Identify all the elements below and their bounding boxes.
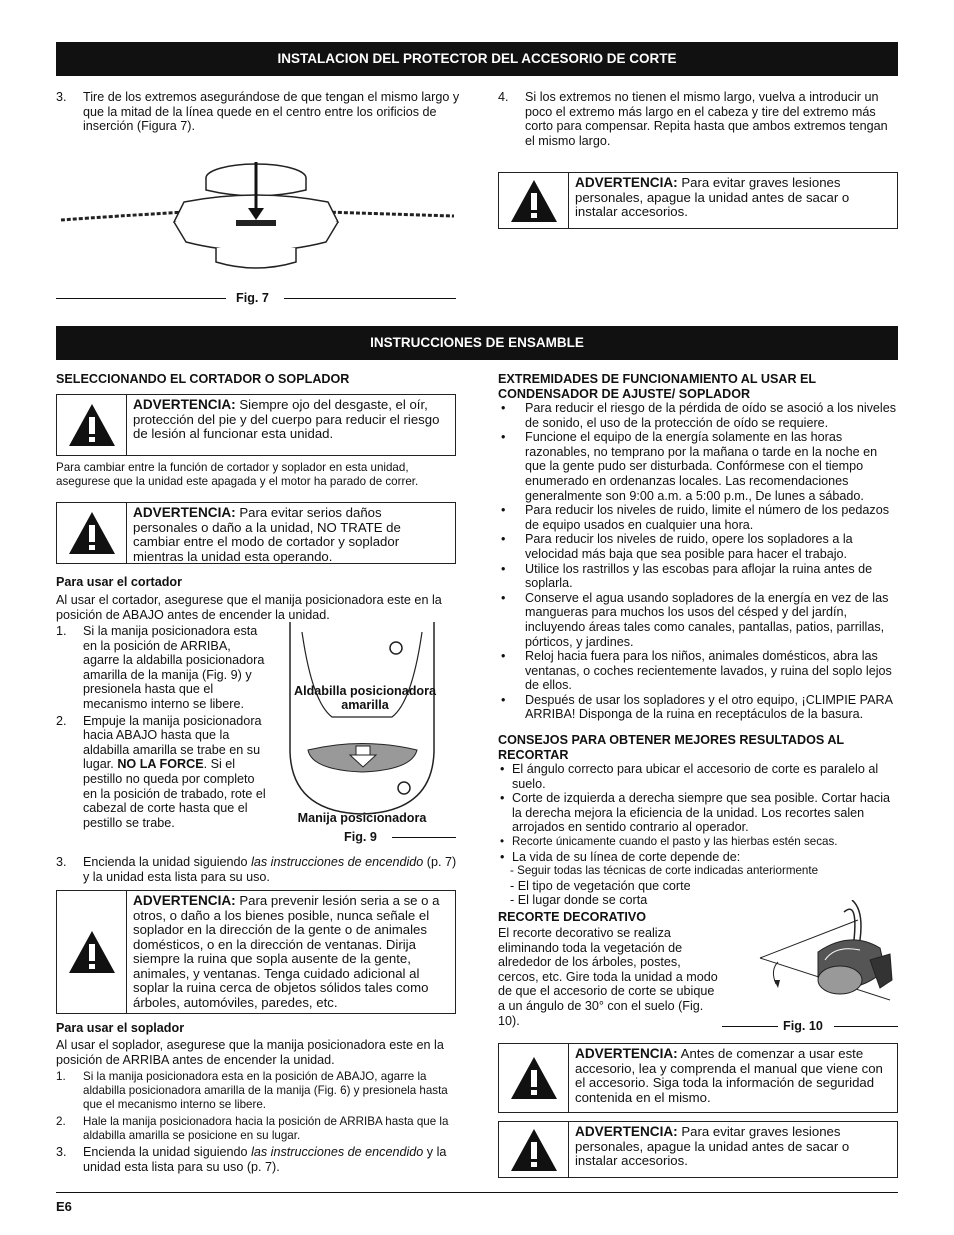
step-3 — [56, 90, 461, 134]
fig7-caption: Fig. 7 — [236, 291, 269, 305]
cutter-step-text-post: . Si el pestillo no queda por completo en la posición de trabado, rote el cabezal de corte hasta que el pestillo se trabe. — [83, 757, 266, 830]
decorative-text: El recorte decorativo se realiza eliminando toda la vegetación de alrededor de los árboles, postes, cercos, etc. Gire toda la unidad a modo de que el accesorio de corte se ubique a un ángulo de 30° con el suelo (Fig. 10). — [498, 926, 718, 1028]
blower-step-text: Hale la manija posicionadora hacia la posición de ARRIBA hasta que la aldabilla amarilla se posicione en su lugar. — [83, 1114, 449, 1142]
blower-intro: Al usar el soplador, asegurese que la manija posicionadora este en la posición de ARRIBA antes de encender la unidad. — [56, 1038, 444, 1067]
blower-step-number: 1. — [56, 1070, 66, 1083]
section-header-assembly: INSTRUCCIONES DE ENSAMBLE — [56, 326, 898, 360]
positioning-handle-illustration — [272, 622, 452, 822]
warning-box-2 — [56, 502, 456, 564]
tips-heading: CONSEJOS PARA OBTENER MEJORES RESULTADOS AL RECORTAR — [498, 733, 844, 762]
blower-step-text: Encienda la unidad siguiendo — [83, 1145, 248, 1160]
change-mode-paragraph: Para cambiar entre la función de cortador y soplador en esta unidad, asegurese que la unidad este apagada y el motor ha parado de correr. — [56, 461, 419, 488]
limits-item: Funcione el equipo de la energía solamente en las horas razonables, no temprano por la mañana o tarde en la noche en que la gente pudo ser disturbada. Confórmese con el tiempo enumerado en ordenanzas locales. Las recomendaciones generalmente son 9:00 a.m. a 5:00 p.m., De lunes a sábado. — [525, 430, 878, 503]
blower-heading: Para usar el soplador — [56, 1021, 185, 1035]
warning-triangle-icon — [499, 1122, 569, 1177]
blower-steps — [56, 1070, 461, 1174]
warning-triangle-icon — [499, 173, 569, 228]
warning-box-5 — [498, 1121, 898, 1178]
blower-step-text-post: y la unidad esta lista para su uso (p. 7). — [83, 1145, 447, 1174]
cutter-intro: Al usar el cortador, asegurese que el manija posicionadora este en la posición de ABAJO antes de encender la unidad. — [56, 593, 442, 622]
limits-item: Para reducir los niveles de ruido, opere los sopladores a la velocidad más baja que sea posible para hacer el trabajo. — [525, 532, 853, 561]
limits-list: • Para reducir el riesgo de la pérdida de oído se asoció a los niveles de sonido, el uso de la protección de oído se requiere. • Funcione el equipo de la energía solamente en las horas razonables, no temprano por la mañana o tarde en la noche en que la gente pudo ser disturbada. Confórmese con el tiempo enumerado en ordenanzas locales. Las recomendaciones generalmente son 9:00 a.m. a 5:00 p.m., De lunes a sábado. • Para reducir los niveles de ruido, limite el número de los pedazos de equipo usados en cualquier una hora. • Para reducir los niveles de ruido, opere los sopladores a la velocidad más baja que sea posible para hacer el trabajo. • Utilice los rastrillos y las escobas para aflojar la ruina antes de soplarla. • Conserve el agua usando sopladores de la energía en vez de las mangueras para muchos los usos del césped y del jardín, incluyendo áreas tales como canales, pantallas, patios, parrillas, pórticos, y jardines. • Reloj hacia fuera para los niños, animales domésticos, abra las ventanas, o coches recientemente lavados, y ruina del soplo lejos de ellos. • Después de usar los sopladores y el otro equipo, ¡CLIMPIE PARA ARRIBA! Disponga de la ruina en receptáculos de la basura. — [501, 401, 897, 722]
warning-box-4 — [498, 1043, 898, 1113]
trimmer-head-illustration — [56, 150, 456, 280]
step-4-number: 4. — [498, 90, 509, 104]
fig9-caption: Fig. 9 — [344, 830, 377, 844]
tips-item: La vida de su línea de corte depende de: — [512, 849, 741, 864]
tips-subitem: - El tipo de vegetación que corte — [510, 878, 691, 893]
cutter-heading: Para usar el cortador — [56, 575, 182, 589]
fig9-latch-label: Aldabilla posicionadora amarilla — [293, 684, 437, 712]
warning-label: ADVERTENCIA: — [575, 1124, 678, 1139]
warning-triangle-icon — [57, 503, 127, 563]
cutter-step-text: Empuje la manija posicionadora hacia ABAJO hasta que la aldabilla amarilla se trabe en su lugar. — [83, 713, 262, 772]
tips-subitem: - El lugar donde se corta — [510, 893, 648, 908]
fig10-rule-right — [834, 1026, 898, 1027]
warning-label: ADVERTENCIA: — [133, 893, 236, 908]
warning-label: ADVERTENCIA: — [133, 397, 236, 412]
cutter-step-italic: las instrucciones de encendido — [251, 855, 424, 869]
decorative-trimming-illustration — [740, 900, 898, 1015]
warning-box-3 — [56, 890, 456, 1014]
blower-step-number: 2. — [56, 1114, 66, 1128]
fig9-handle-label: Manija posicionadora — [297, 811, 427, 825]
warning-box-1 — [56, 394, 456, 456]
blower-step-text: Si la manija posicionadora esta en la posición de ABAJO, agarre la aldabilla posicionadora amarilla de la manija (Fig. 6) y presionela hasta que el mecanismo interno se libere. — [83, 1070, 448, 1112]
footer-rule — [56, 1192, 898, 1193]
warning-text: Para evitar graves lesiones personales, apague la unidad antes de sacar o instalar accesorios. — [575, 1124, 850, 1168]
tips-list: • El ángulo correcto para ubicar el accesorio de corte es paralelo al suelo. • Corte de izquierda a derecha siempre que sea posible. Cortar hacia la derecha mejora la eficiencia de la unidad. Los recortes salen arrojados en sentido contrario al operador. • Recorte únicamente cuando el pasto y las hierbas estén secas. • La vida de su línea de corte depende de: - Seguir todas las técnicas de corte indicadas anteriormente - El tipo de vegetación que corte - El lugar donde se corta — [498, 762, 898, 908]
page-number: E6 — [56, 1199, 72, 1214]
cutter-step-text: Si la manija posicionadora esta en la posición de ARRIBA, agarre la aldabilla posicionadora amarilla de la manija (Fig. 9) y presionela hasta que el mecanismo interno se libere. — [83, 624, 265, 711]
cutter-step-number: 1. — [56, 624, 67, 638]
limits-item: Reloj hacia fuera para los niños, animales domésticos, abra las ventanas, o coches recientemente lavados, y ruina del soplo lejos de ellos. — [525, 649, 892, 693]
cutter-step-text: Encienda la unidad siguiendo — [83, 855, 248, 869]
warning-text: Para evitar serios daños personales o daño a la unidad, NO TRATE de cambiar entre el modo de cortador y soplador mientras la unidad esta operando. — [133, 505, 401, 564]
warning-text: Antes de comenzar a usar este accesorio, lea y comprenda el manual que viene con el accesorio. Siga toda la información de seguridad contenida en el mismo. — [575, 1046, 883, 1105]
blower-step-number: 3. — [56, 1145, 67, 1160]
fig10-caption: Fig. 10 — [783, 1019, 823, 1033]
warning-label: ADVERTENCIA: — [575, 1046, 678, 1061]
cutter-step-number: 3. — [56, 855, 67, 869]
tips-item: Corte de izquierda a derecha siempre que sea posible. Cortar hacia la derecha mejora la eficiencia de la unidad. Los recortes salen arrojados en sentido contrario al operador. — [512, 791, 891, 835]
limits-item: Para reducir el riesgo de la pérdida de oído se asoció a los niveles de sonido, el uso de la protección de oído se requiere. — [525, 401, 897, 430]
tips-subitem: - Seguir todas las técnicas de corte indicadas anteriormente — [510, 864, 819, 878]
cutter-step-3 — [56, 855, 461, 884]
warning-triangle-icon — [57, 891, 127, 1013]
warning-box-top — [498, 172, 898, 229]
warning-triangle-icon — [57, 395, 127, 455]
step-4 — [498, 90, 898, 148]
warning-text: Para evitar graves lesiones personales, apague la unidad antes de sacar o instalar accesorios. — [575, 175, 850, 219]
step-3-number: 3. — [56, 90, 67, 104]
select-heading: SELECCIONANDO EL CORTADOR O SOPLADOR — [56, 372, 350, 386]
fig7-rule-right — [284, 298, 456, 299]
fig9-rule-right — [392, 837, 456, 838]
limits-item: Después de usar los sopladores y el otro equipo, ¡CLIMPIE PARA ARRIBA! Disponga de la ruina en receptáculos de la basura. — [525, 692, 893, 722]
section-header-guard-install: INSTALACION DEL PROTECTOR DEL ACCESORIO DE CORTE — [56, 42, 898, 76]
limits-heading: EXTREMIDADES DE FUNCIONAMIENTO AL USAR EL CONDENSADOR DE AJUSTE/ SOPLADOR — [498, 372, 816, 401]
limits-item: Para reducir los niveles de ruido, limite el número de los pedazos de equipo usados en cualquier una hora. — [525, 503, 890, 532]
cutter-steps — [56, 624, 266, 830]
warning-triangle-icon — [499, 1044, 569, 1112]
blower-step-italic: las instrucciones de encendido — [251, 1145, 424, 1160]
tips-item: El ángulo correcto para ubicar el accesorio de corte es paralelo al suelo. — [512, 762, 879, 791]
fig7-rule-left — [56, 298, 226, 299]
fig10-rule-left — [722, 1026, 778, 1027]
cutter-step-bold: NO LA FORCE — [117, 757, 204, 772]
warning-label: ADVERTENCIA: — [575, 175, 678, 190]
limits-item: Utilice los rastrillos y las escobas para aflojar la ruina antes de soplarla. — [525, 561, 873, 591]
step-4-text: Si los extremos no tienen el mismo largo, vuelva a introducir un poco el extremo más largo en el cabeza y tire del extremo más corto para compensar. Repita hasta que ambos extremos tengan el mismo largo. — [525, 90, 888, 148]
warning-label: ADVERTENCIA: — [133, 505, 236, 520]
warning-text: Siempre ojo del desgaste, el oír, protección del pie y del cuerpo para reducir el riesgo de lesión al funcionar esta unidad. — [133, 397, 440, 441]
limits-item: Conserve el agua usando sopladores de la energía en vez de las mangueras para muchos los usos del césped y del jardín, incluyendo áreas tales como canales, pantallas, patios, parrillas, pórticos, y jardines. — [525, 590, 889, 649]
decorative-heading: RECORTE DECORATIVO — [498, 910, 647, 924]
cutter-step-text-post: (p. 7) y la unidad esta lista para su uso. — [83, 855, 457, 884]
cutter-step-number: 2. — [56, 713, 67, 728]
tips-item: Recorte únicamente cuando el pasto y las hierbas estén secas. — [512, 834, 838, 848]
warning-text: Para prevenir lesión seria a se o a otros, o daño a los bienes posible, nunca señale el soplador en la dirección de la gente o de animales domésticos, o en la dirección de ventanas. Dirija siempre la ruina que sopla ausente de la gente, animales, y ventanas. Tenga cuidado adicional al soplar la ruina cerca de objetos sólidos tales como árboles, automóviles, paredes, etc. — [133, 893, 440, 1010]
step-3-text: Tire de los extremos asegurándose de que tengan el mismo largo y que la mitad de la línea quede en el centro entre los orificios de inserción (Figura 7). — [83, 90, 460, 134]
